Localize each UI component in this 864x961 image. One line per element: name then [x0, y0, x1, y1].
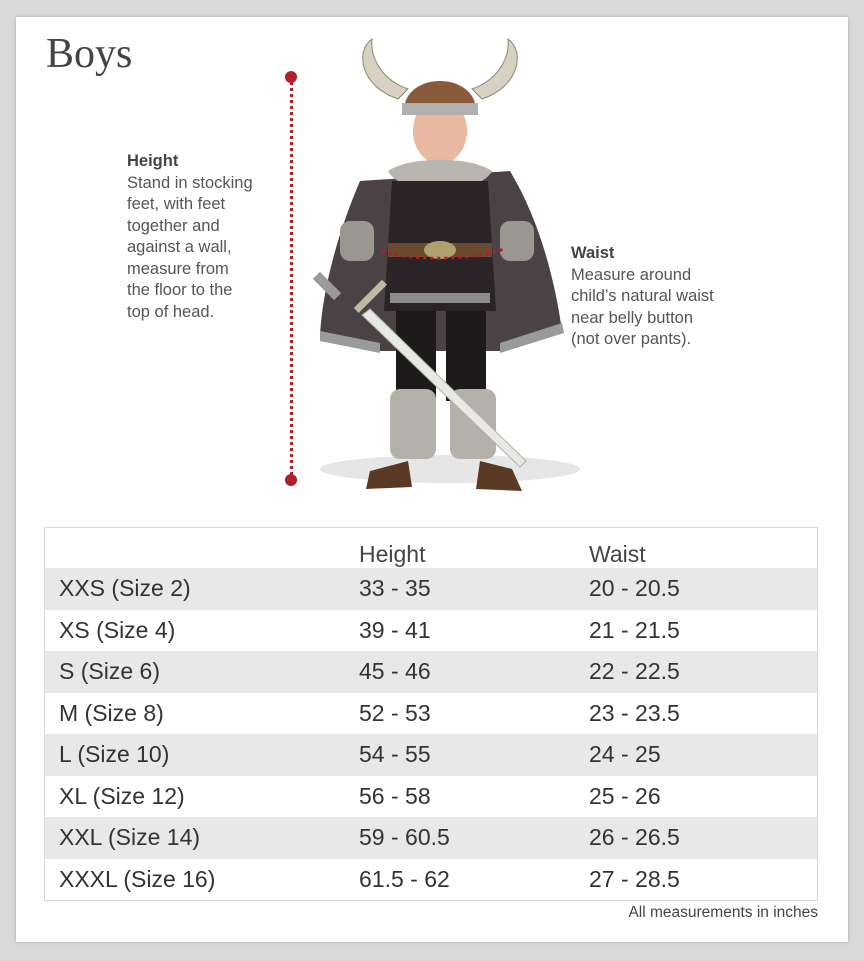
- table-row: [45, 817, 818, 859]
- table-row: [45, 734, 818, 776]
- height-cell: 39 - 41: [359, 616, 431, 643]
- size-table: [44, 527, 818, 901]
- height-text: Stand in stocking feet, with feet together and against a wall, measure from the floor to the top of head.: [127, 173, 253, 321]
- waist-heading: Waist: [571, 244, 615, 262]
- waist-cell: 25 - 26: [589, 782, 661, 809]
- waist-cell: 20 - 20.5: [589, 568, 818, 610]
- size-cell: XXXL (Size 16): [59, 865, 216, 892]
- table-row: [45, 776, 818, 818]
- height-cell: 61.5 - 62: [359, 865, 450, 892]
- size-cell: XL (Size 12): [59, 782, 185, 809]
- table-row: [45, 693, 818, 735]
- height-instructions: [127, 151, 287, 323]
- waist-text: Measure around child’s natural waist near belly button (not over pants).: [571, 265, 714, 348]
- height-cell: 56 - 58: [359, 782, 431, 809]
- size-cell: XXS (Size 2): [45, 568, 360, 610]
- table-row: [45, 651, 818, 693]
- size-cell: XS (Size 4): [59, 616, 176, 643]
- table-row: [45, 568, 818, 610]
- size-cell: S (Size 6): [45, 651, 360, 693]
- size-chart-card: [16, 17, 848, 942]
- table-row: [45, 610, 818, 652]
- height-column-header: Height: [359, 528, 589, 569]
- waist-cell: 21 - 21.5: [589, 616, 680, 643]
- height-cell: 33 - 35: [359, 568, 589, 610]
- units-note: All measurements in inches: [628, 904, 818, 921]
- size-cell: M (Size 8): [59, 699, 164, 726]
- waist-cell: 27 - 28.5: [589, 865, 680, 892]
- size-cell: L (Size 10): [45, 734, 360, 776]
- height-cell: 54 - 55: [359, 734, 589, 776]
- viking-costume-photo: [300, 31, 580, 501]
- height-measure-line: [290, 77, 293, 480]
- height-cell: 45 - 46: [359, 651, 589, 693]
- height-cell: 59 - 60.5: [359, 817, 589, 859]
- size-cell: XXL (Size 14): [45, 817, 360, 859]
- height-measure-top-dot: [285, 71, 297, 83]
- height-measure-bottom-dot: [285, 474, 297, 486]
- height-cell: 52 - 53: [359, 699, 431, 726]
- height-heading: Height: [127, 152, 179, 170]
- waist-instructions: [571, 243, 771, 351]
- waist-column-header: Waist: [589, 528, 818, 569]
- size-column-header: [45, 528, 360, 569]
- waist-cell: 24 - 25: [589, 734, 818, 776]
- page-title: Boys: [46, 31, 133, 77]
- waist-cell: 26 - 26.5: [589, 817, 818, 859]
- table-header-row: [45, 528, 818, 569]
- waist-cell: 23 - 23.5: [589, 699, 680, 726]
- waist-cell: 22 - 22.5: [589, 651, 818, 693]
- table-row: [45, 859, 818, 901]
